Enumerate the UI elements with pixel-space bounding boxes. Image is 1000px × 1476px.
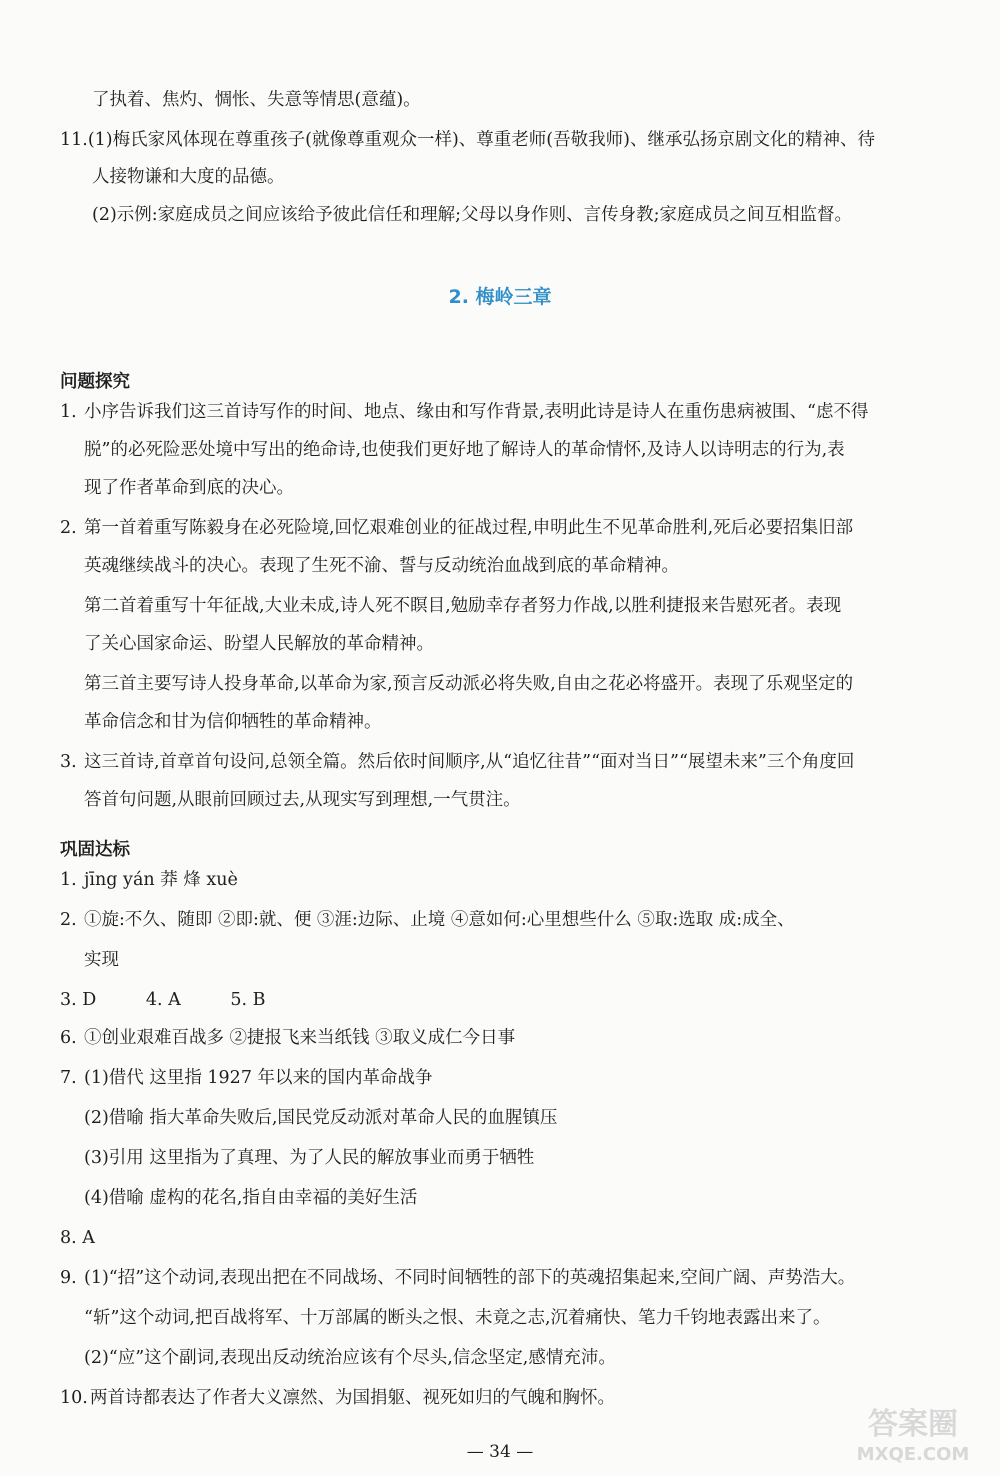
question-number: 3. bbox=[60, 752, 77, 772]
question-number: 1. bbox=[60, 402, 77, 422]
question-number: 10. bbox=[60, 1388, 88, 1408]
question-number: 6. bbox=[60, 1028, 77, 1048]
text-line: (4)借喻 虚构的花名,指自由幸福的美好生活 bbox=[84, 1188, 418, 1208]
text-line: 小序告诉我们这三首诗写作的时间、地点、缘由和写作背景,表明此诗是诗人在重伤患病被围、“虑不得 bbox=[84, 402, 869, 422]
question-7 bbox=[60, 1066, 433, 1090]
text-line: (1)梅氏家风体现在尊重孩子(就像尊重观众一样)、尊重老师(吾敬我师)、继承弘扬京剧文化的精神、待 bbox=[87, 130, 875, 150]
question-number: 11. bbox=[60, 130, 88, 150]
text-line: (1)“招”这个动词,表现出把在不同战场、不同时间牺牲的部下的英魂招集起来,空间广阔、声势浩大。 bbox=[84, 1268, 856, 1288]
answer-4: 4. A bbox=[145, 990, 181, 1010]
text-line: 实现 bbox=[84, 950, 119, 970]
questions-3-5 bbox=[60, 988, 265, 1012]
text-line: “斩”这个动词,把百战将军、十万部属的断头之恨、未竟之志,沉着痛快、笔力千钧地表露出来了。 bbox=[84, 1308, 831, 1328]
watermark-domain: MXQE.COM bbox=[856, 1444, 970, 1465]
question-10 bbox=[60, 1386, 615, 1410]
text-line: (3)引用 这里指为了真理、为了人民的解放事业而勇于牺牲 bbox=[84, 1148, 535, 1168]
text-line: 脱”的必死险恶处境中写出的绝命诗,也使我们更好地了解诗人的革命情怀,及诗人以诗明志的行为,表 bbox=[84, 440, 845, 460]
text-line: 两首诗都表达了作者大义凛然、为国捐躯、视死如归的气魄和胸怀。 bbox=[90, 1388, 615, 1408]
question-6 bbox=[60, 1026, 515, 1050]
question-number: 7. bbox=[60, 1068, 77, 1088]
text-line: ①创业艰难百战多 ②捷报飞来当纸钱 ③取义成仁今日事 bbox=[84, 1028, 516, 1048]
section-heading: 问题探究 bbox=[60, 372, 130, 392]
answer-5: 5. B bbox=[230, 990, 266, 1010]
question-1 bbox=[60, 400, 869, 424]
text-line: (2)“应”这个副词,表现出反动统治应该有个尽头,信念坚定,感情充沛。 bbox=[84, 1348, 616, 1368]
answer-8: 8. A bbox=[60, 1228, 95, 1248]
question-number: 9. bbox=[60, 1268, 77, 1288]
text-line: 了执着、焦灼、惆怅、失意等情思(意蕴)。 bbox=[92, 90, 421, 110]
text-line: 第一首着重写陈毅身在必死险境,回忆艰难创业的征战过程,申明此生不见革命胜利,死后必要招集旧部 bbox=[84, 518, 854, 538]
question-2 bbox=[60, 516, 853, 540]
lesson-title: 2. 梅岭三章 bbox=[448, 286, 552, 308]
section-heading: 巩固达标 bbox=[60, 840, 130, 860]
text-line: 现了作者革命到底的决心。 bbox=[84, 478, 294, 498]
question-2 bbox=[60, 908, 795, 932]
question-number: 2. bbox=[60, 518, 77, 538]
text-line: ①旋:不久、随即 ②即:就、便 ③涯:边际、止境 ④意如何:心里想些什么 ⑤取:选取 成:成全、 bbox=[84, 910, 795, 930]
text-line: 答首句问题,从眼前回顾过去,从现实写到理想,一气贯注。 bbox=[84, 790, 521, 810]
text-line: 这三首诗,首章首句设问,总领全篇。然后依时间顺序,从“追忆往昔”“面对当日”“展望未来”三个角度回 bbox=[84, 752, 855, 772]
page-number: — 34 — bbox=[466, 1442, 534, 1462]
text-line: (1)借代 这里指 1927 年以来的国内革命战争 bbox=[84, 1068, 433, 1088]
question-number: 1. bbox=[60, 870, 77, 890]
question-3 bbox=[60, 750, 854, 774]
text-line: 第二首着重写十年征战,大业未成,诗人死不瞑目,勉励幸存者努力作战,以胜利捷报来告慰死者。表现 bbox=[84, 596, 842, 616]
text-line: 革命信念和甘为信仰牺牲的革命精神。 bbox=[84, 712, 382, 732]
watermark-title: 答案圈 bbox=[868, 1407, 958, 1442]
question-9 bbox=[60, 1266, 855, 1290]
text-line: (2)借喻 指大革命失败后,国民党反动派对革命人民的血腥镇压 bbox=[84, 1108, 558, 1128]
text-line: (2)示例:家庭成员之间应该给予彼此信任和理解;父母以身作则、言传身教;家庭成员之间互相监督。 bbox=[92, 205, 852, 225]
text-line: 第三首主要写诗人投身革命,以革命为家,预言反动派必将失败,自由之花必将盛开。表现了乐观坚定的 bbox=[84, 674, 854, 694]
watermark-logo bbox=[838, 1398, 988, 1468]
question-1 bbox=[60, 868, 238, 892]
question-11 bbox=[60, 128, 875, 152]
answer-3: 3. D bbox=[60, 990, 97, 1010]
text-line: 人接物谦和大度的品德。 bbox=[92, 167, 285, 187]
pinyin-answers: jīng yán 莽 烽 xuè bbox=[84, 870, 238, 890]
question-number: 2. bbox=[60, 910, 77, 930]
text-line: 英魂继续战斗的决心。表现了生死不渝、誓与反动统治血战到底的革命精神。 bbox=[84, 556, 679, 576]
text-line: 了关心国家命运、盼望人民解放的革命精神。 bbox=[84, 634, 434, 654]
